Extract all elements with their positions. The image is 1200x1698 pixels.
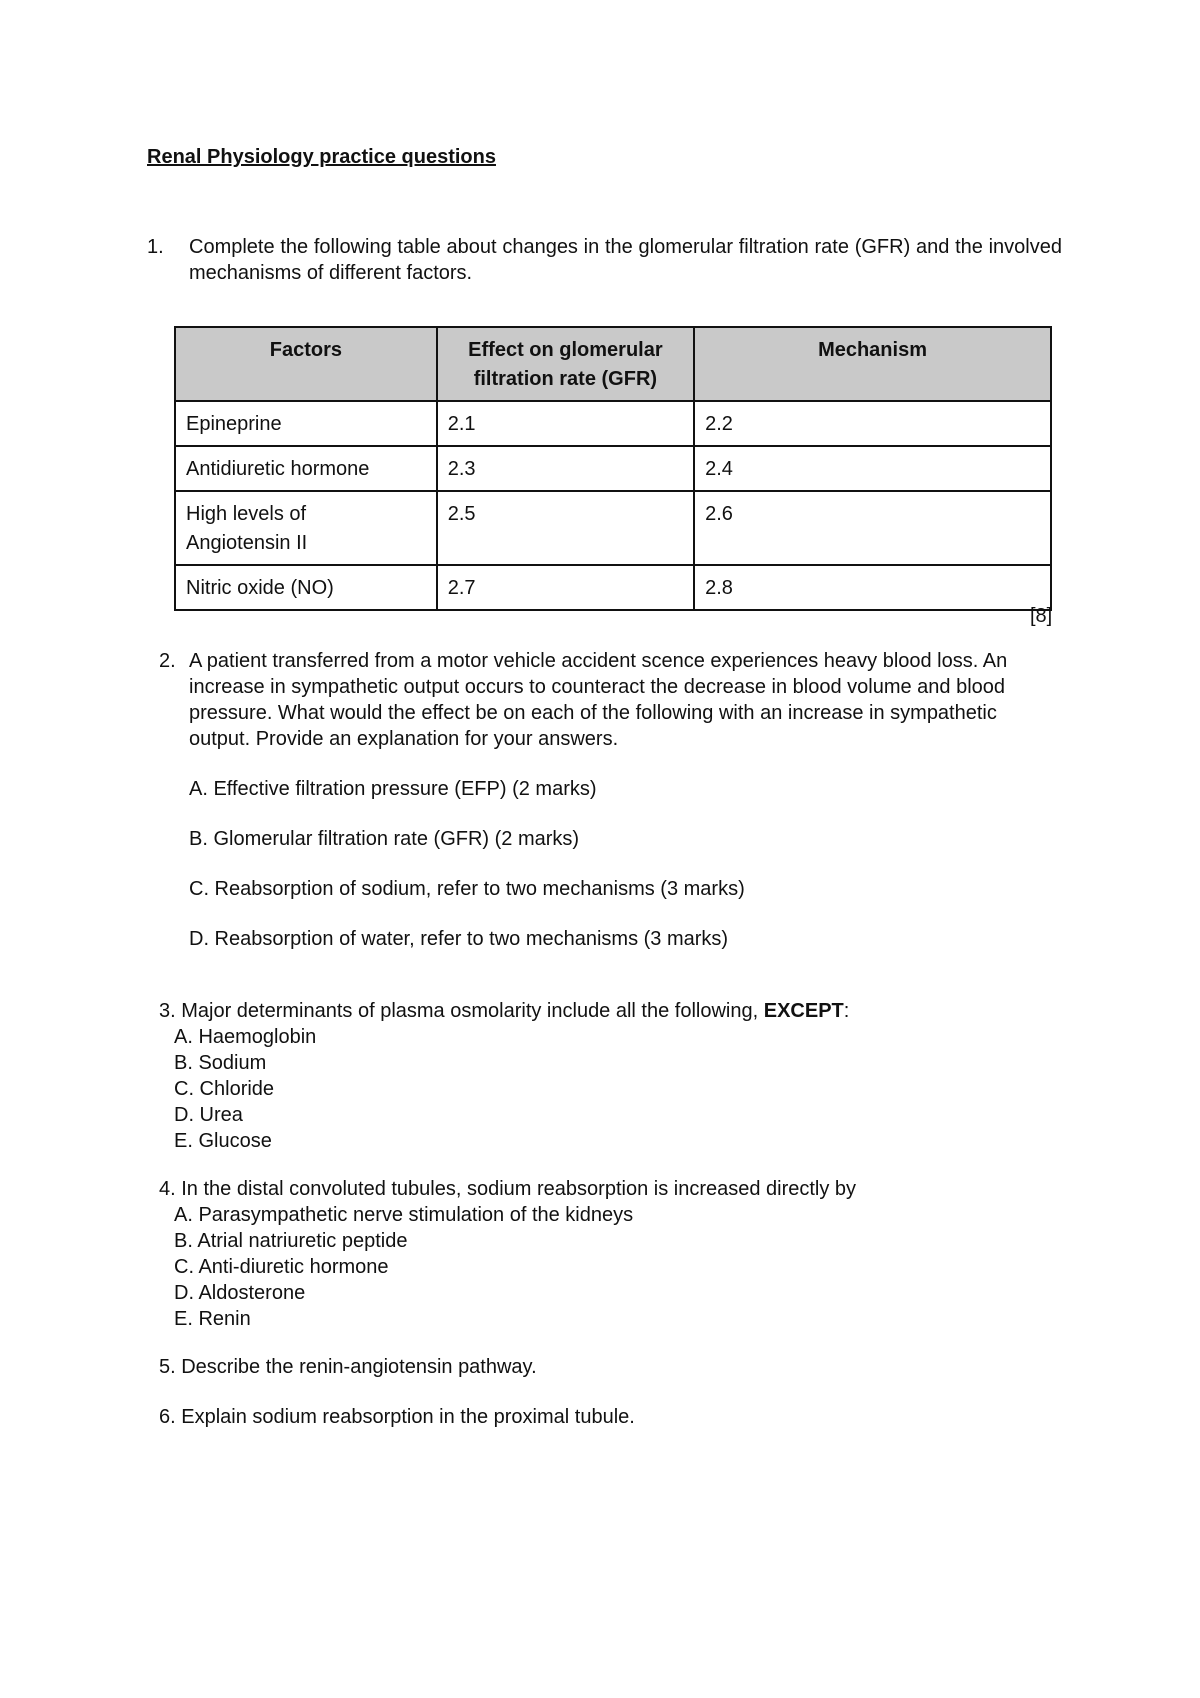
question-2 xyxy=(159,648,1059,952)
table-cell-factor: Epineprine xyxy=(175,401,437,446)
answer-option: D. Aldosterone xyxy=(174,1282,306,1304)
table-header-factors: Factors xyxy=(175,327,437,401)
question-part: A. Effective filtration pressure (EFP) (2 marks) xyxy=(189,778,597,800)
table-row xyxy=(175,446,1051,491)
table-cell-mechanism: 2.2 xyxy=(694,401,1051,446)
table-header-mechanism: Mechanism xyxy=(694,327,1051,401)
emphasis-text: EXCEPT xyxy=(763,1000,844,1022)
question-1-marks: [8] xyxy=(1030,605,1053,627)
question-part: C. Reabsorption of sodium, refer to two mechanisms (3 marks) xyxy=(189,878,745,900)
question-number: 1. xyxy=(147,236,164,258)
answer-option: A. Parasympathetic nerve stimulation of the kidneys xyxy=(174,1204,634,1226)
table-cell-factor: High levels of Angiotensin II xyxy=(175,491,437,565)
question-3 xyxy=(159,998,849,1154)
answer-option: C. Anti-diuretic hormone xyxy=(174,1256,389,1278)
question-6: 6. Explain sodium reabsorption in the proximal tubule. xyxy=(159,1406,635,1428)
answer-option: A. Haemoglobin xyxy=(174,1026,317,1048)
table-header-row xyxy=(175,327,1051,401)
table-row xyxy=(175,491,1051,565)
gfr-table xyxy=(174,326,1052,611)
table-cell-factor: Nitric oxide (NO) xyxy=(175,565,437,610)
question-5: 5. Describe the renin-angiotensin pathway. xyxy=(159,1356,537,1378)
table-cell-effect: 2.3 xyxy=(437,446,694,491)
question-text: A patient transferred from a motor vehicle accident scence experiences heavy blood loss. An increase in sympathetic output occurs to counteract the decrease in blood volume and blood pressure. What would the effect be on each of the following with an increase in sympathetic output. Provide an explanation for your answers. xyxy=(189,650,1008,750)
table-row xyxy=(175,565,1051,610)
table-cell-mechanism: 2.6 xyxy=(694,491,1051,565)
page-title: Renal Physiology practice questions xyxy=(147,146,496,168)
answer-option: B. Atrial natriuretic peptide xyxy=(174,1230,408,1252)
question-stem: 3. Major determinants of plasma osmolarity include all the following, EXCEPT: xyxy=(159,1000,850,1022)
question-stem: 4. In the distal convoluted tubules, sodium reabsorption is increased directly by xyxy=(159,1178,857,1200)
answer-option: D. Urea xyxy=(174,1104,243,1126)
table-header-effect: Effect on glomerular filtration rate (GFR) xyxy=(437,327,694,401)
table-cell-factor: Antidiuretic hormone xyxy=(175,446,437,491)
table-cell-effect: 2.7 xyxy=(437,565,694,610)
answer-option: E. Renin xyxy=(174,1308,251,1330)
question-4 xyxy=(159,1176,856,1332)
question-text: Complete the following table about changes in the glomerular filtration rate (GFR) and the involved mechanisms of different factors. xyxy=(189,236,1062,284)
question-part: D. Reabsorption of water, refer to two mechanisms (3 marks) xyxy=(189,928,729,950)
table-cell-effect: 2.1 xyxy=(437,401,694,446)
table-cell-effect: 2.5 xyxy=(437,491,694,565)
answer-option: E. Glucose xyxy=(174,1130,272,1152)
question-1 xyxy=(147,234,1062,286)
question-part: B. Glomerular filtration rate (GFR) (2 marks) xyxy=(189,828,580,850)
answer-option: B. Sodium xyxy=(174,1052,267,1074)
question-number: 2. xyxy=(159,650,176,672)
table-cell-mechanism: 2.4 xyxy=(694,446,1051,491)
table-cell-mechanism: 2.8 xyxy=(694,565,1051,610)
answer-option: C. Chloride xyxy=(174,1078,275,1100)
table-row xyxy=(175,401,1051,446)
